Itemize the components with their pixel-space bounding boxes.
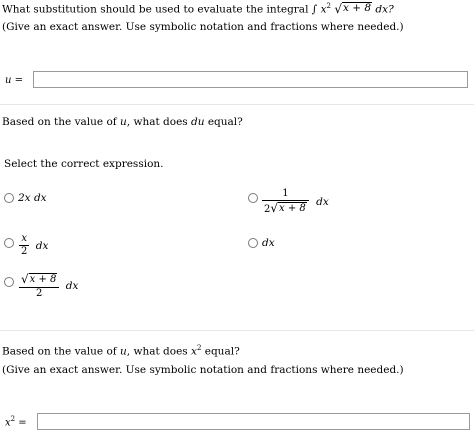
integrand-x: x	[320, 3, 327, 16]
integrand-radicand: x + 8	[343, 2, 372, 14]
x2-label-exp: 2	[10, 415, 16, 423]
frac-numerator: 1	[282, 188, 289, 199]
option-dx-expr: dx	[262, 237, 275, 249]
option-dx: dx	[316, 196, 329, 208]
q3-prompt-text: Based on the value of	[2, 345, 117, 358]
x2-input[interactable]	[37, 413, 470, 430]
q3-prompt	[2, 344, 240, 358]
option-1-over-2sqrt-expr: 1 2 √ x + 8 dx	[264, 188, 329, 215]
q3-instruction: (Give an exact answer. Use symbolic notation and fractions where needed.)	[2, 364, 404, 376]
q1-instruction: (Give an exact answer. Use symbolic notation and fractions where needed.)	[2, 21, 404, 33]
q3-prompt-mid: , what does	[126, 345, 188, 358]
frac-den-radicand: x + 8	[279, 203, 306, 214]
integrand-dx: dx?	[375, 3, 394, 16]
q2-prompt	[2, 116, 243, 128]
integrand-exponent: 2	[326, 2, 331, 11]
q3-prompt-x: x	[191, 345, 197, 358]
option-dx: dx	[35, 239, 49, 252]
radio-dx[interactable]	[248, 238, 258, 248]
q2-prompt-text: Based on the value of	[2, 116, 117, 128]
u-input[interactable]	[33, 71, 468, 88]
integral-symbol: ∫	[311, 3, 318, 16]
q2-prompt-var2: du	[191, 116, 205, 128]
select-expression-label: Select the correct expression.	[4, 158, 164, 170]
x2-label-eq: =	[18, 417, 27, 429]
u-input-label: u =	[5, 75, 23, 86]
option-sqrt-over-2-expr: √ x + 8 2 dx	[21, 272, 79, 299]
frac-num-radicand: x + 8	[29, 274, 57, 285]
radio-1-over-2sqrt[interactable]	[248, 193, 258, 203]
option-2x-dx-expr: 2x dx	[18, 192, 47, 204]
frac-numerator-x: x	[21, 233, 27, 244]
q3-prompt-suffix: equal?	[204, 345, 240, 358]
q2-prompt-suffix: equal?	[207, 116, 243, 128]
q3-prompt-var: u	[120, 345, 127, 358]
x2-input-label	[5, 415, 27, 428]
x2-label-x: x	[5, 417, 11, 429]
radio-sqrt-over-2[interactable]	[4, 277, 14, 287]
q1-prompt-text: What substitution should be used to evaluate the integral	[2, 3, 309, 16]
q1-prompt	[2, 2, 394, 16]
integrand-sqrt: √ x + 8	[334, 1, 372, 16]
frac-den-coef: 2	[264, 204, 271, 215]
frac-denominator-2: 2	[21, 246, 28, 257]
separator-2	[0, 330, 474, 331]
radio-x-over-2[interactable]	[4, 238, 14, 248]
q2-prompt-var: u	[120, 116, 127, 128]
option-1-over-2sqrt[interactable]	[248, 189, 338, 219]
radio-2x-dx[interactable]	[4, 193, 14, 203]
q2-prompt-mid: , what does	[126, 116, 188, 128]
q3-prompt-exp: 2	[196, 344, 202, 352]
option-dx: dx	[65, 280, 79, 292]
option-x-over-2-expr	[19, 234, 48, 257]
frac-denominator-2: 2	[36, 288, 43, 299]
separator-1	[0, 104, 474, 105]
